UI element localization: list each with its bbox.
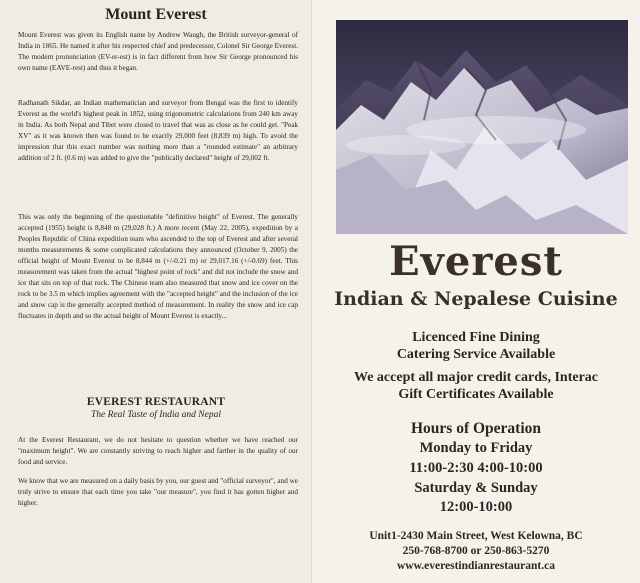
history-paragraph-1: Mount Everest was given its English name by Andrew Waugh, the British surveyor-general of India in 1865. He named it after his respected chief and predecessor, Colonel Sir George Everest. The modern pronunciation (EV-er-est) is in fact different from how Sir George pronounced his own name (EAVE-rest) and thus it began. xyxy=(18,31,298,72)
history-paragraph-2: Radhanath Sikdar, an Indian mathematician and surveyor from Bengal was the first to identify Everest as the world's highest peak in 1852, using trigonometric calculations from 240 km away in India. As both Nepal and Tibet were closed to travel that was as close as he could get. "Peak XV" as it was known then was found to be exactly 29,000 feet (8,839 m) high. To avoid the impression that this exact number was nothing more than a "rounded estimate" an arbitrary addition of 2 ft. (0.6 m) was added to give the "publically declared" height of 29,002 ft. xyxy=(18,99,298,162)
website-link[interactable]: www.everestindianrestaurant.ca xyxy=(396,560,555,572)
service-line-gift: Gift Certificates Available xyxy=(398,387,554,402)
address: Unit1-2430 Main Street, West Kelowna, BC xyxy=(369,530,583,542)
restaurant-tagline: The Real Taste of India and Nepal xyxy=(90,410,221,420)
history-paragraph-3: This was only the beginning of the questionable "definitive height" of Everest. The generally accepted (1955) height is 8,848 m (29,028 ft.) A more recent (May 22, 2005), expedition by a Peoples Republic of China expedition team who ascended to the top of Everest and after several months measurements & some complicated calculations they announced (October 9, 2005) the official height of Mount Everest to be 8,844 m (+/-0.21 m) or 29,017.16 (+/-0.69) feet. This measurement was taken from the actual "highest point of rock" and did not include the snow and ice that sits on top of that rock. The Chinese team also measured that snow and ice cover on the rock to be 3.5 m which implies agreement with the "accepted height" and the inclusion of the ice and snow cap is the generally accepted method of measurement. In reality the snow and ice cap fluctuates in depth and so the actual height of Mount Everest is exactly... xyxy=(18,213,298,320)
phone-numbers: 250-768-8700 or 250-863-5270 xyxy=(402,545,550,557)
hours-weekday-label: Monday to Friday xyxy=(419,440,533,456)
hours-weekend-times: 12:00-10:00 xyxy=(439,499,513,515)
hours-heading: Hours of Operation xyxy=(410,420,542,437)
restaurant-paragraph-1: At the Everest Restaurant, we do not hesitate to question whether we have reached our "maximum height". We are constantly striving to reach higher and farther in the quality of our food and service. xyxy=(18,436,298,466)
mountain-photo xyxy=(336,20,628,234)
hours-weekday-times: 11:00-2:30 4:00-10:00 xyxy=(409,460,543,476)
service-line-payment: We accept all major credit cards, Interac xyxy=(353,370,599,385)
service-line-catering: Catering Service Available xyxy=(396,347,556,362)
history-title: Mount Everest xyxy=(105,6,207,23)
service-line-dining: Licenced Fine Dining xyxy=(412,330,540,345)
restaurant-paragraph-2: We know that we are measured on a daily basis by you, our guest and "official surveyor", and we truly strive to ensure that each time you take "our measure", you find it has gotten higher and higher. xyxy=(18,477,298,507)
cuisine-subtitle: Indian & Nepalese Cuisine xyxy=(334,288,618,310)
brand-name: Everest xyxy=(389,238,563,285)
hours-weekend-label: Saturday & Sunday xyxy=(414,480,538,496)
restaurant-heading: EVEREST RESTAURANT xyxy=(86,396,226,408)
